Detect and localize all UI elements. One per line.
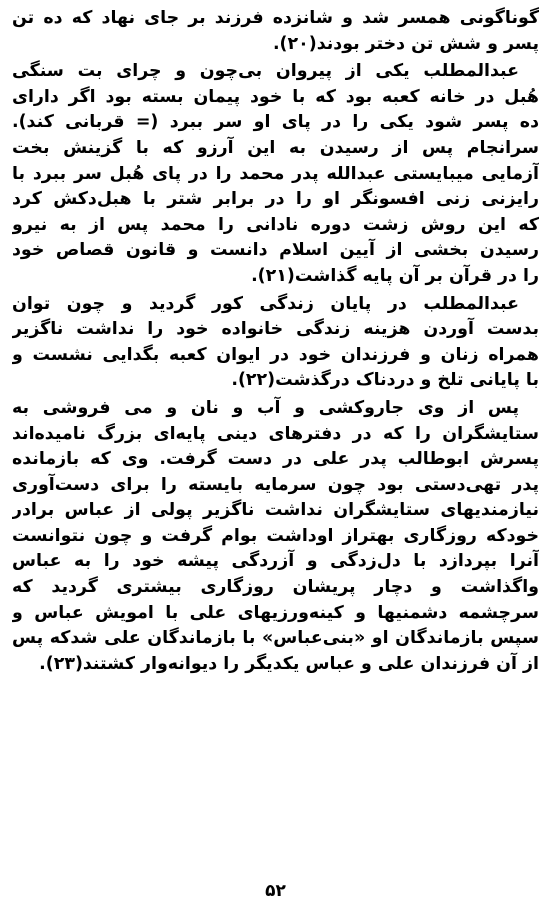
text-line: پسرش ابوطالب پدر علی در دست گرفت. وی که بازمانده [12,449,539,470]
text-line: آنرا بپردازد با دل‌زدگی و آزردگی پیشه خود را به عباس [12,551,539,572]
text-line: از آن فرزندان علی و عباس یکدیگر را دیوانه‌وار کشتند(۲۳). [39,653,539,674]
text-line: ده پسر شود یکی را در پای او سر ببرد (= قربانی کند). [12,112,539,133]
paragraph-3 [12,292,539,394]
paragraph-4 [12,396,539,678]
text-line: نیازمندیهای ستایشگران نداشت ناگزیر پولی از عباس برادر [12,500,539,521]
text-line: سرانجام پس از رسیدن به این آرزو که با گزینش بخت [12,137,539,158]
text-line: همراه زنان و فرزندان خود در ایوان کعبه بگدایی نشست و [12,344,539,365]
text-line: سپس بازماندگان او «بنی‌عباس» با بازماندگان علی شدکه پس [12,628,539,649]
text-line: ستایشگران را که در دفترهای دینی پایه‌ای بزرگ نامیده‌اند [12,423,539,444]
paragraph-2 [12,59,539,289]
text-line: هُبل در خانه کعبه بود که با خود پیمان بسته بود اگر دارای [12,86,539,107]
text-line: پس از وی جاروکشی و آب و نان و می فروشی به [12,397,519,418]
text-line: عبدالمطلب یکی از پیروان بی‌چون و چرای بت سنگی [12,61,519,82]
text-line: خودکه روزگاری بهتراز اوداشت بوام گرفت و چون نتوانست [12,525,539,546]
page-number: ۵۲ [265,881,286,901]
text-line: عبدالمطلب در پایان زندگی کور گردید و چون توان [12,293,519,314]
text-line: آزمایی میبایستی عبدالله پدر محمد را در پای هُبل سر ببرد با [12,163,539,184]
text-line: بدست آوردن هزینه زندگی خانواده خود را نداشت ناگزیر [12,319,539,340]
text-line: گوناگونی همسر شد و شانزده فرزند بر جای نهاد که ده تن [12,8,539,28]
text-line: رایزنی زنی افسونگر او را در برابر شتر با هبل‌دکش کرد [12,189,539,210]
text-line: پسر و شش تن دختر بودند(۲۰). [272,33,539,54]
text-line: واگذاشت و دچار پریشان روزگاری بیشتری گردید که [12,577,539,598]
text-line: که این روش زشت دوره نادانی را محمد پس از به نیرو [12,214,539,235]
text-line: رسیدن بخشی از آیین اسلام دانست و قانون قصاص خود [12,240,539,261]
text-line: پدر تهی‌دستی بود چون سرمایه بایسته را برای دست‌آوری [12,474,539,495]
text-line: سرچشمه دشمنیها و کینه‌ورزیهای علی با امویش عباس و [12,602,539,623]
text-line: با پایانی تلخ و دردناک درگذشت(۲۲). [231,370,539,391]
body-text [12,6,539,677]
text-line: را در قرآن بر آن پایه گذاشت(۲۱). [251,265,539,286]
paragraph-1 [12,6,539,57]
